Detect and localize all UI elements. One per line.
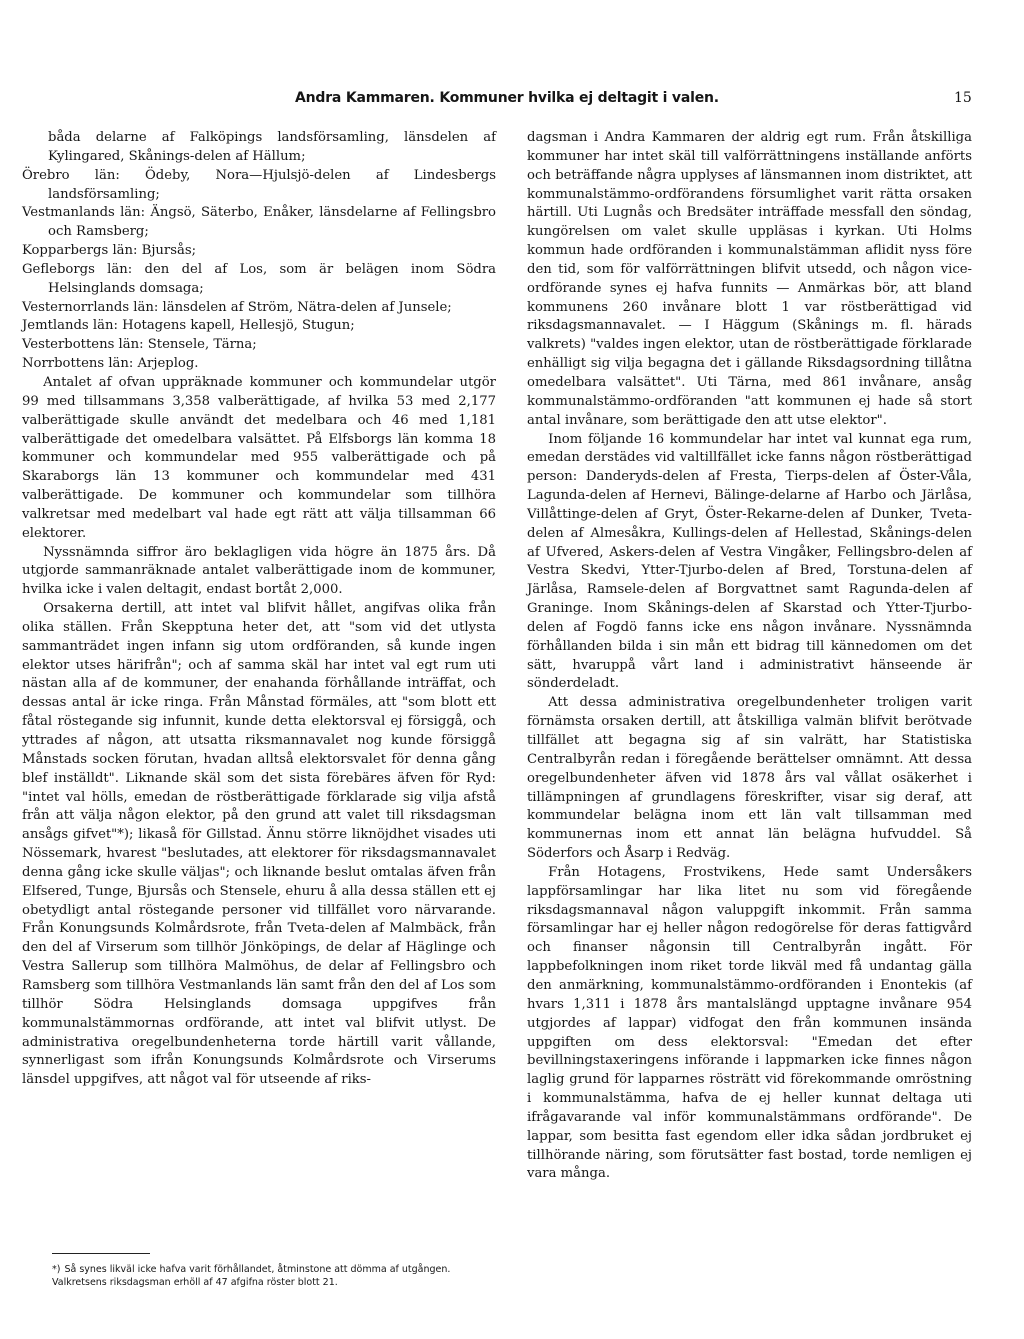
county-list-item: Kopparbergs län: Bjursås; [22, 243, 197, 259]
footnote [52, 1263, 496, 1289]
body-paragraph: Från Hotagens, Frostvikens, Hede samt Undersåkers lappförsamlingar har lika litet nu som vid föregående riksdagsmannaval någon valuppgift inkommit. Från samma församlingar har ej heller någon redogörelse för deras fattigvård och finanser någonsin till Centralbyrån ingått. För lappbefolkningen inom riket torde likväl med få undantag gälla den anmärkning, kommunalstämmo-ordföranden i Enontekis (af hvars 1,311 i 1878 års mantalslängd upptagne invånare 954 utgjordes af lappar) vidfogat den från kommunen insända uppgiften om dess elektorsval: "Emedan det efter bevillningstaxeringens införande i lappmarken icke finnes någon laglig grund för lapparnes rösträtt vid förekommande omröstning i kommunalstämma, hafva de ej heller kunnat deltaga uti ifrågavarande val inför kommunalstämmans ordförande". De lappar, som besitta fast egendom eller idka sådan jordbruket ej tillhörande näring, som förutsätter fast bostad, torde nemligen ej vara många. [527, 864, 972, 1182]
county-list-item: Örebro län: Ödeby, Nora—Hjulsjö-delen af Lindesbergs landsförsamling; [22, 167, 496, 202]
body-paragraph: dagsman i Andra Kammaren der aldrig egt rum. Från åtskilliga kommuner har intet skäl till valförrättningens inställande anförts och beträffande några upplyses af länsmannen inom distriktet, att kommunalstämmo-ordförandens försumlighet varit rätta orsaken härtill. Uti Lugnås och Bredsäter inträffade messfall den söndag, kungörelsen om valet skulle uppläsas i kyrkan. Uti Holms kommun hade ordföranden i kommunalstämman aflidit nyss före den tid, som för valförrättningen blifvit utsedd, och någon vice-ordförande synes ej hafva funnits — Anmärkas bör, att bland kommunens 260 invånare blott 1 var röstberättigad vid riksdagsmannavalet. — I Häggum (Skånings m. fl. härads valkrets) "valdes ingen elektor, utan de röstberättigade förklarade enhälligt sig vilja begagna det i gällande Riksdagsordning tillåtna omedelbara valsättet". Uti Tärna, med 861 invånare, ansåg kommunalstämmo-ordföranden "att kommunen ej hade så stort antal invånare, som berättigade den att utse elektor". [527, 130, 972, 428]
county-list-item: Jemtlands län: Hotagens kapell, Hellesjö, Stugun; [22, 318, 355, 334]
body-paragraph: Antalet af ofvan uppräknade kommuner och kommundelar utgör 99 med tillsammans 3,358 valberättigade, af hvilka 53 med 2,177 valberättigade skulle användt det medelbara och 46 med 1,181 valberättigade det omedelbara valsättet. På Elfsborgs län komma 18 kommuner och kommundelar med 955 valberättigade och på Skaraborgs län 13 kommuner och kommundelar med 431 valberättigade. De kommuner och kommundelar som tillhöra valkretsar med medelbart val hade egt rätt att välja tillsamman 66 elektorer. [22, 374, 496, 541]
running-title: Andra Kammaren. Kommuner hvilka ej deltagit i valen. [295, 90, 719, 106]
left-column [22, 129, 496, 1090]
footnote-rule [52, 1253, 150, 1254]
body-paragraph: Att dessa administrativa oregelbundenheter troligen varit förnämsta orsaken dertill, att åtskilliga valmän blifvit berötvade tillfället att begagna sig af sin valrätt, har Statistiska Centralbyrån redan i föregående berättelser omnämnt. Att dessa oregelbundenheter äfven vid 1878 års val vållat osäkerhet i tillämpningen af grundlagens föreskrifter, visar sig deraf, att kommundelar belägna inom ett län valt tillsamman med kommunernas inom ett annat län belägna hufvuddel. Så Söderfors och Åsarp i Redväg. [527, 695, 972, 862]
footnote-text: Så synes likväl icke hafva varit förhållandet, åtminstone att dömma af utgången. Valkretsens riksdagsman erhöll af 47 afgifna röster blott 21. [52, 1264, 451, 1288]
footnote-marker: *) [52, 1264, 61, 1275]
county-list-item: Norrbottens län: Arjeplog. [22, 356, 199, 372]
county-list-item: Vesterbottens län: Stensele, Tärna; [22, 337, 257, 353]
page-number: 15 [954, 90, 972, 106]
paragraph-continued: båda delarne af Falköpings landsförsamling, länsdelen af Kylingared, Skånings-delen af Hällum; [48, 130, 496, 164]
county-list-item: Vesternorrlands län: länsdelen af Ström, Nätra-delen af Junsele; [22, 299, 452, 315]
body-paragraph: Nyssnämnda siffror äro beklagligen vida högre än 1875 års. Då utgjorde sammanräknade antalet valberättigade inom de kommuner, hvilka icke i valen deltagit, endast bortåt 2,000. [22, 544, 496, 598]
running-header [0, 90, 1024, 114]
body-paragraph: Orsakerna dertill, att intet val blifvit hållet, angifvas olika från olika ställen. Från Skepptuna heter det, att "som vid det utlysta sammanträdet ingen infann sig utom ordföranden, så kunde ingen elektor utses härifrån"; och af samma skäl har intet val egt rum uti nästan alla af de kommuner, der enahanda förhållande inträffat, och dessas antal är icke ringa. Från Månstad förmäles, att "som blott ett fåtal röstegande sig infunnit, kunde detta elektorsval ej försiggå, och yttrades af någon, att utsatta riksmannavalet nog kunde försiggå Månstads socken förutan, hvadan alltså elektorsvalet för denna gång blef inställdt". Liknande skäl som det sista förebäres äfven för Ryd: "intet val hölls, emedan de röstberättigade förklarade sig vilja afstå från att välja någon elektor, på den grund att valet till riksdagsman ansågs gifvet"*); likaså för Gillstad. Ännu större liknöjdhet visades uti Nössemark, hvarest "beslutades, att elektorer för riksdagsmannavalet denna gång icke skulle väljas"; och liknande beslut omtalas äfven från Elfsered, Tunge, Bjursås och Stensele, ehuru å alla dessa ställen ett ej obetydligt antal röstegande personer vid tillfället voro närvarande. Från Konungsunds Kolmårdsrote, från Tveta-delen af Malmbäck, från den del af Virserum som tillhör Jönköpings, de delar af Häglinge och Vestra Sallerup som tillhöra Malmöhus, de delar af Fellingsbro och Ramsberg som tillhöra Vestmanlands län samt från den del af Los som tillhör Södra Helsinglands domsaga uppgifves från kommunalstämmornas ordförande, att intet val blifvit utlyst. De administrativa oregelbundenheterna torde härtill varit vållande, synnerligast som ifrån Konungsunds Kolmårdsrote och Virserums länsdel uppgifves, att något val för utseende af riks- [22, 601, 496, 1088]
right-column [527, 129, 972, 1184]
body-paragraph: Inom följande 16 kommundelar har intet val kunnat ega rum, emedan derstädes vid valtillfället icke fanns någon röstberättigad person: Danderyds-delen af Fresta, Tierps-delen af Öster-Våla, Lagunda-delen af Hernevi, Bälinge-delarne af Harbo och Järlåsa, Villåttinge-delen af Gryt, Öster-Rekarne-delen af Dunker, Tveta-delen af Almesåkra, Kullings-delen af Hellestad, Skånings-delen af Ufvered, Askers-delen af Vestra Vingåker, Fellingsbro-delen af Vestra Skedvi, Ytter-Tjurbo-delen af Bred, Torstuna-delen af Järlåsa, Ramsele-delen af Borgvattnet samt Ragunda-delen af Graninge. Inom Skånings-delen af Skarstad och Ytter-Tjurbo-delen af Fogdö fanns icke ens någon invånare. Nyssnämnda förhållanden bilda i sin mån ett bidrag till kännedomen om det sätt, hvaruppå vårt land i administrativt hänseende är sönderdeladt. [527, 431, 972, 692]
county-list-item: Vestmanlands län: Ängsö, Säterbo, Enåker, länsdelarne af Fellingsbro och Ramsberg; [22, 205, 496, 240]
county-list-item: Gefleborgs län: den del af Los, som är belägen inom Södra Helsinglands domsaga; [22, 261, 496, 296]
